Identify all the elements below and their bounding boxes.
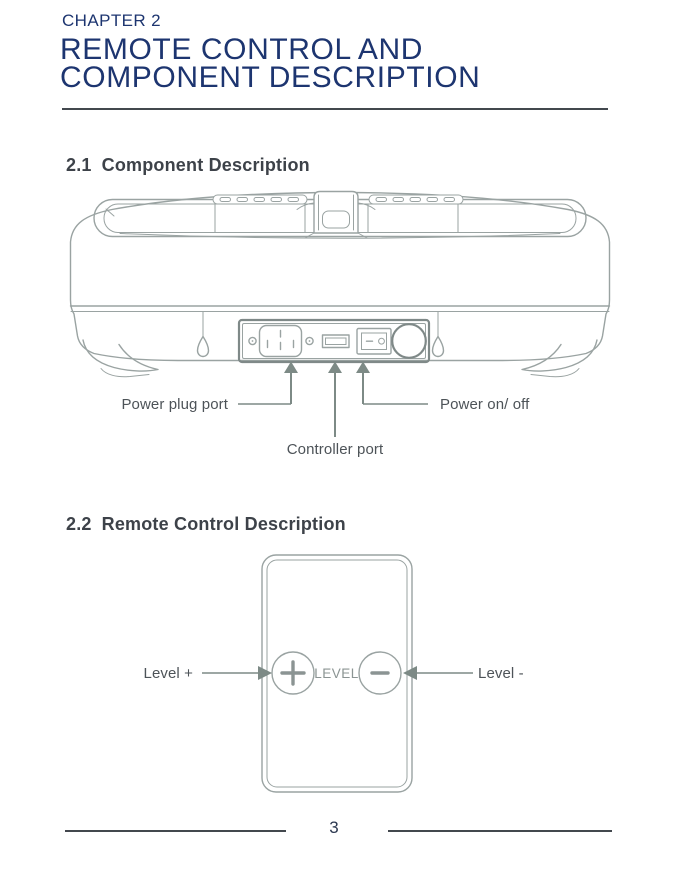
section-2-2-title: Remote Control Description — [101, 514, 346, 534]
power-plug-arrow-icon — [238, 362, 298, 405]
label-controller-port: Controller port — [286, 441, 384, 458]
footer-line-right — [388, 830, 612, 832]
page-number: 3 — [329, 818, 339, 837]
device-back-illustration — [68, 188, 612, 460]
remote-control-illustration — [195, 553, 480, 795]
chapter-title — [60, 33, 481, 94]
vent-slats-left — [213, 195, 307, 204]
level-minus-arrow-icon — [403, 666, 473, 680]
screw-icon-right — [306, 337, 313, 344]
header-rule — [62, 108, 608, 110]
section-2-1-number: 2.1 — [66, 155, 92, 175]
chapter-title-line1: REMOTE CONTROL AND — [60, 33, 424, 66]
usb-port-icon — [323, 335, 350, 348]
level-plus-button — [272, 652, 314, 694]
controller-arrow-icon — [328, 362, 342, 438]
remote-level-text: LEVEL — [314, 666, 359, 681]
label-level-minus: Level - — [478, 665, 524, 682]
vent-slats-right — [369, 195, 463, 204]
level-minus-button — [359, 652, 401, 694]
level-plus-arrow-icon — [202, 666, 272, 680]
handle-notch — [297, 192, 375, 239]
label-power-plug-port: Power plug port — [121, 396, 228, 413]
chapter-title-line2: COMPONENT DESCRIPTION — [60, 61, 481, 94]
power-switch-arrow-icon — [356, 362, 428, 405]
hanger-left — [198, 337, 209, 357]
power-inlet-icon — [260, 326, 302, 357]
label-power-on-off: Power on/ off — [440, 396, 530, 413]
footer-line-left — [65, 830, 286, 832]
section-2-1-title: Component Description — [101, 155, 310, 175]
section-2-2-heading — [66, 514, 346, 535]
connector-circle — [392, 324, 426, 358]
hanger-right — [433, 337, 444, 357]
label-level-plus: Level + — [143, 665, 193, 682]
section-2-2-number: 2.2 — [66, 514, 92, 534]
chapter-label: CHAPTER 2 — [62, 11, 162, 30]
power-switch-icon — [357, 329, 391, 355]
section-2-1-heading — [66, 155, 310, 176]
screw-icon-left — [249, 337, 256, 344]
